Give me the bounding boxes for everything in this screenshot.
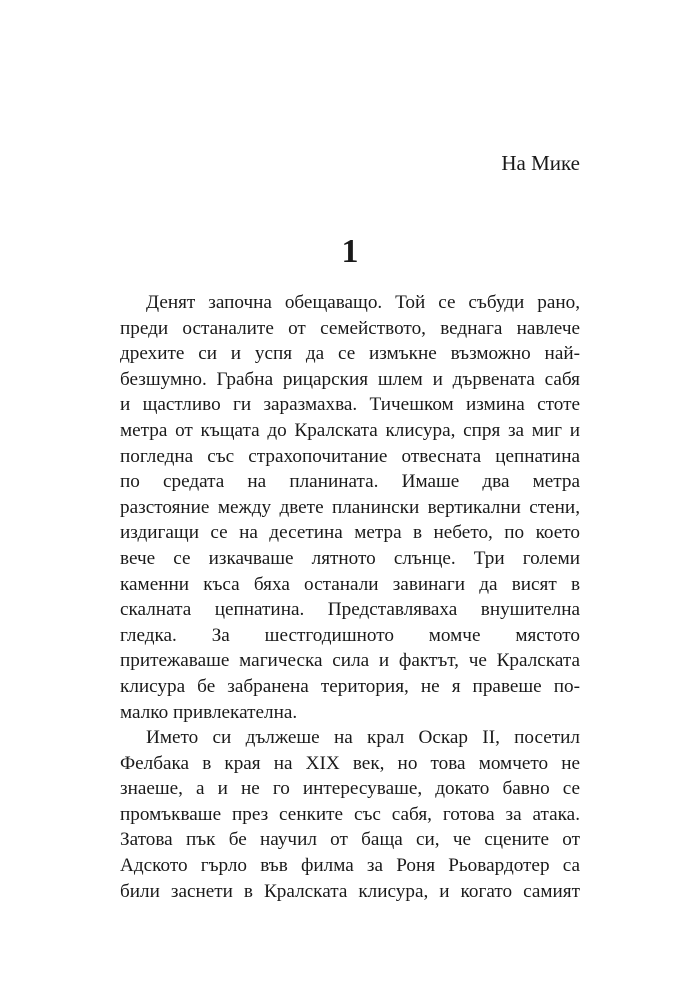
text-line: клисура бе забранена територия, не я правеше по- (120, 675, 580, 697)
text-line: Затова пък бе научил от баща си, че сцените от (120, 829, 580, 851)
text-line: Името си дължеше на крал Оскар II, посетил (146, 727, 580, 749)
text-line: скалната цепнатина. Представляваха внушителна (120, 599, 580, 621)
text-line: дрехите си и успя да се измъкне възможно най- (120, 343, 580, 365)
text-line: безшумно. Грабна рицарския шлем и дървената сабя (120, 368, 580, 390)
text-line: разстояние между двете планински вертикални стени, (120, 496, 580, 518)
text-line: Денят започна обещаващо. Той се събуди рано, (146, 292, 580, 313)
text-line: метра от къщата до Кралската клисура, спря за миг и (120, 419, 580, 441)
text-line: промъкваше през сенките със сабя, готова за атака. (120, 803, 580, 825)
paragraph-2 (120, 725, 580, 904)
text-line: Адското гърло във филма за Роня Рьовардотер са (120, 855, 580, 877)
text-line: каменни къса бяха останали завинаги да висят в (120, 573, 580, 595)
chapter-body (120, 290, 580, 904)
dedication: На Мике (501, 151, 580, 175)
paragraph-1 (120, 290, 580, 725)
text-line: притежаваше магическа сила и фактът, че Кралската (120, 650, 580, 672)
text-line: издигащи се на десетина метра в небето, по което (120, 522, 580, 544)
text-line: гледка. За шестгодишното момче мястото (120, 624, 580, 646)
text-line: били заснети в Кралската клисура, и когато самият (120, 880, 580, 902)
text-line: погледна със страхопочитание отвесната цепнатина (120, 445, 580, 467)
text-line: преди останалите от семейството, веднага навлече (120, 317, 580, 339)
text-line: по средата на планината. Имаше два метра (120, 471, 580, 493)
text-line: малко привлекателна. (120, 701, 298, 723)
text-line: Фелбака в края на XIX век, но това момчето не (120, 752, 580, 774)
text-line: и щастливо ги заразмахва. Тичешком измина стоте (120, 394, 580, 416)
chapter-number: 1 (341, 233, 359, 270)
text-line: знаеше, а и не го интересуваше, докато бавно се (120, 778, 580, 800)
text-line: вече се изкачваше лятното слънце. Три големи (120, 547, 580, 569)
